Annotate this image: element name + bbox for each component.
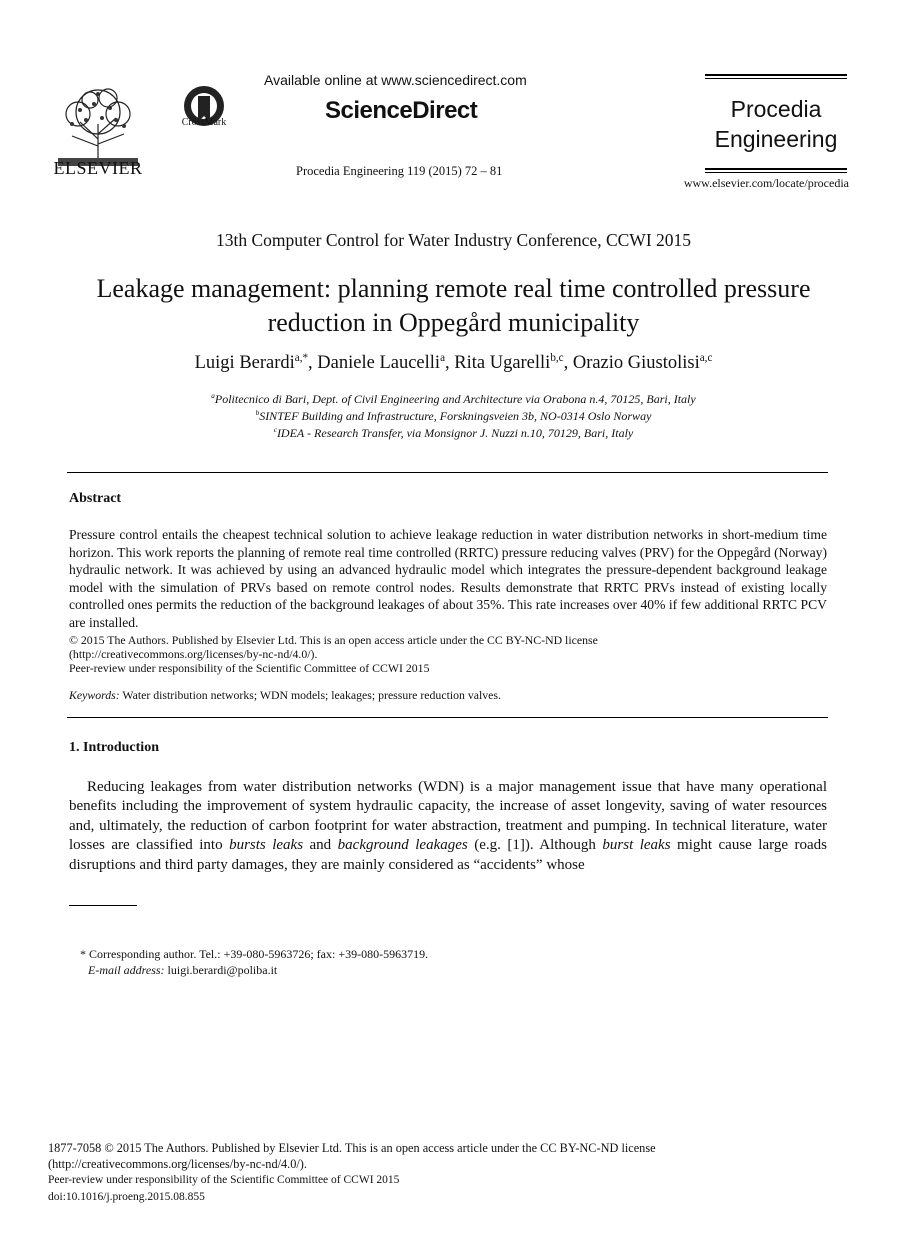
abstract-copyright: © 2015 The Authors. Published by Elsevier Ltd. This is an open access article under the CC BY-NC-ND license bbox=[69, 633, 598, 647]
elsevier-wordmark: ELSEVIER bbox=[53, 158, 143, 178]
author-name: Orazio Giustolisi bbox=[572, 353, 700, 373]
abstract-heading: Abstract bbox=[69, 491, 122, 506]
footer-peer-review: Peer-review under responsibility of the Scientific Committee of CCWI 2015 bbox=[48, 1174, 400, 1186]
footer-doi[interactable]: doi:10.1016/j.proeng.2015.08.855 bbox=[48, 1191, 205, 1203]
introduction-paragraph: Reducing leakages from water distribution networks (WDN) is a major management issue that have many operational benefits including the improvement of system hydraulic capacity, the increase of asset longevity, saving of water resources and, ultimately, the reduction of carbon footprint for water abstraction, treatment and pumping. In technical literature, water losses are classified into bursts leaks and background leakages (e.g. [1]). Although burst leaks might cause large roads disruptions and third party damages, they are mainly considered as “accidents” whose bbox=[69, 779, 827, 873]
footnote-divider bbox=[69, 905, 137, 906]
journal-reference: Procedia Engineering 119 (2015) 72 – 81 bbox=[296, 164, 503, 178]
affiliation-b: $^b$SINTEF Building and Infrastructure, Forskningsveien 3b, NO-0314 Oslo Norway bbox=[255, 409, 652, 423]
journal-title-line1: Procedia bbox=[730, 96, 822, 122]
paper-title bbox=[40, 272, 867, 340]
corresponding-author-footnote: * Corresponding author. Tel.: +39-080-5963726; fax: +39-080-5963719. bbox=[80, 947, 429, 961]
available-online-text: Available online at www.sciencedirect.com bbox=[264, 72, 527, 88]
journal-url-link[interactable]: www.elsevier.com/locate/procedia bbox=[683, 176, 849, 190]
author-affiliation-mark: b,c bbox=[550, 351, 564, 364]
section-heading-introduction: 1. Introduction bbox=[69, 740, 159, 755]
abstract-license-link[interactable]: (http://creativecommons.org/licenses/by-nc-nd/4.0/). bbox=[69, 647, 318, 661]
affiliation-a: $^a$Politecnico di Bari, Dept. of Civil Engineering and Architecture via Orabona n.4, 70125, Bari, Italy bbox=[211, 392, 696, 406]
divider bbox=[67, 472, 828, 473]
affiliation-c: $^c$IDEA - Research Transfer, via Monsignor J. Nuzzi n.10, 70129, Bari, Italy bbox=[273, 426, 634, 440]
author-affiliation-mark: a bbox=[440, 351, 445, 364]
conference-name: 13th Computer Control for Water Industry Conference, CCWI 2015 bbox=[215, 230, 692, 250]
keywords-list: Water distribution networks; WDN models; leakages; pressure reduction valves. bbox=[119, 688, 501, 702]
keywords-label: Keywords: bbox=[69, 688, 120, 702]
sciencedirect-brand[interactable]: ScienceDirect bbox=[325, 97, 478, 124]
email-footnote: E-mail address: luigi.berardi@poliba.it bbox=[88, 963, 278, 977]
journal-title-line2: Engineering bbox=[714, 126, 838, 152]
abstract-peer-review: Peer-review under responsibility of the Scientific Committee of CCWI 2015 bbox=[69, 661, 430, 675]
abstract-text: Pressure control entails the cheapest technical solution to achieve leakage reduction in water distribution networks in short-medium time horizon. This work reports the planning of remote real time controlled (RRTC) pressure reducing valves (PRV) for the Oppegård (Norway) hydraulic network. It was achieved by using an advanced hydraulic model which integrates the pressure-dependent background leakage model with the simulation of PRVs based on remote control nodes. Results demonstrate that RRTC PRVs instead of existing locally controlled ones permits the reduction of the background leakages of about 35%. This rate increases over 40% if few additional RRTC PCV are installed. bbox=[69, 527, 827, 630]
paper-title-line1: Leakage management: planning remote real time controlled pressure bbox=[96, 274, 811, 303]
paper-title-line2: reduction in Oppegård municipality bbox=[267, 308, 640, 337]
keywords bbox=[69, 688, 501, 703]
email-link[interactable]: luigi.berardi@poliba.it bbox=[164, 963, 278, 977]
divider bbox=[67, 717, 828, 718]
author-name: Luigi Berardi bbox=[194, 353, 295, 373]
footer-license-link[interactable]: (http://creativecommons.org/licenses/by-nc-nd/4.0/). bbox=[48, 1157, 307, 1171]
author-name: Daniele Laucelli bbox=[317, 353, 441, 373]
author-affiliation-mark: a,c bbox=[699, 351, 713, 364]
author-list: Luigi Berardi$^{a,*}$, Daniele Laucelli$^a$, Rita Ugarelli$^{b,c}$, Orazio Giustolisi$^{a,c}$ bbox=[194, 351, 713, 373]
crossmark-label: CrossMark bbox=[181, 117, 227, 128]
author-name: Rita Ugarelli bbox=[454, 353, 551, 373]
journal-title bbox=[705, 94, 847, 154]
footer-copyright: 1877-7058 © 2015 The Authors. Published by Elsevier Ltd. This is an open access article under the CC BY-NC-ND license bbox=[48, 1141, 656, 1155]
author-affiliation-mark: a,* bbox=[294, 351, 309, 364]
